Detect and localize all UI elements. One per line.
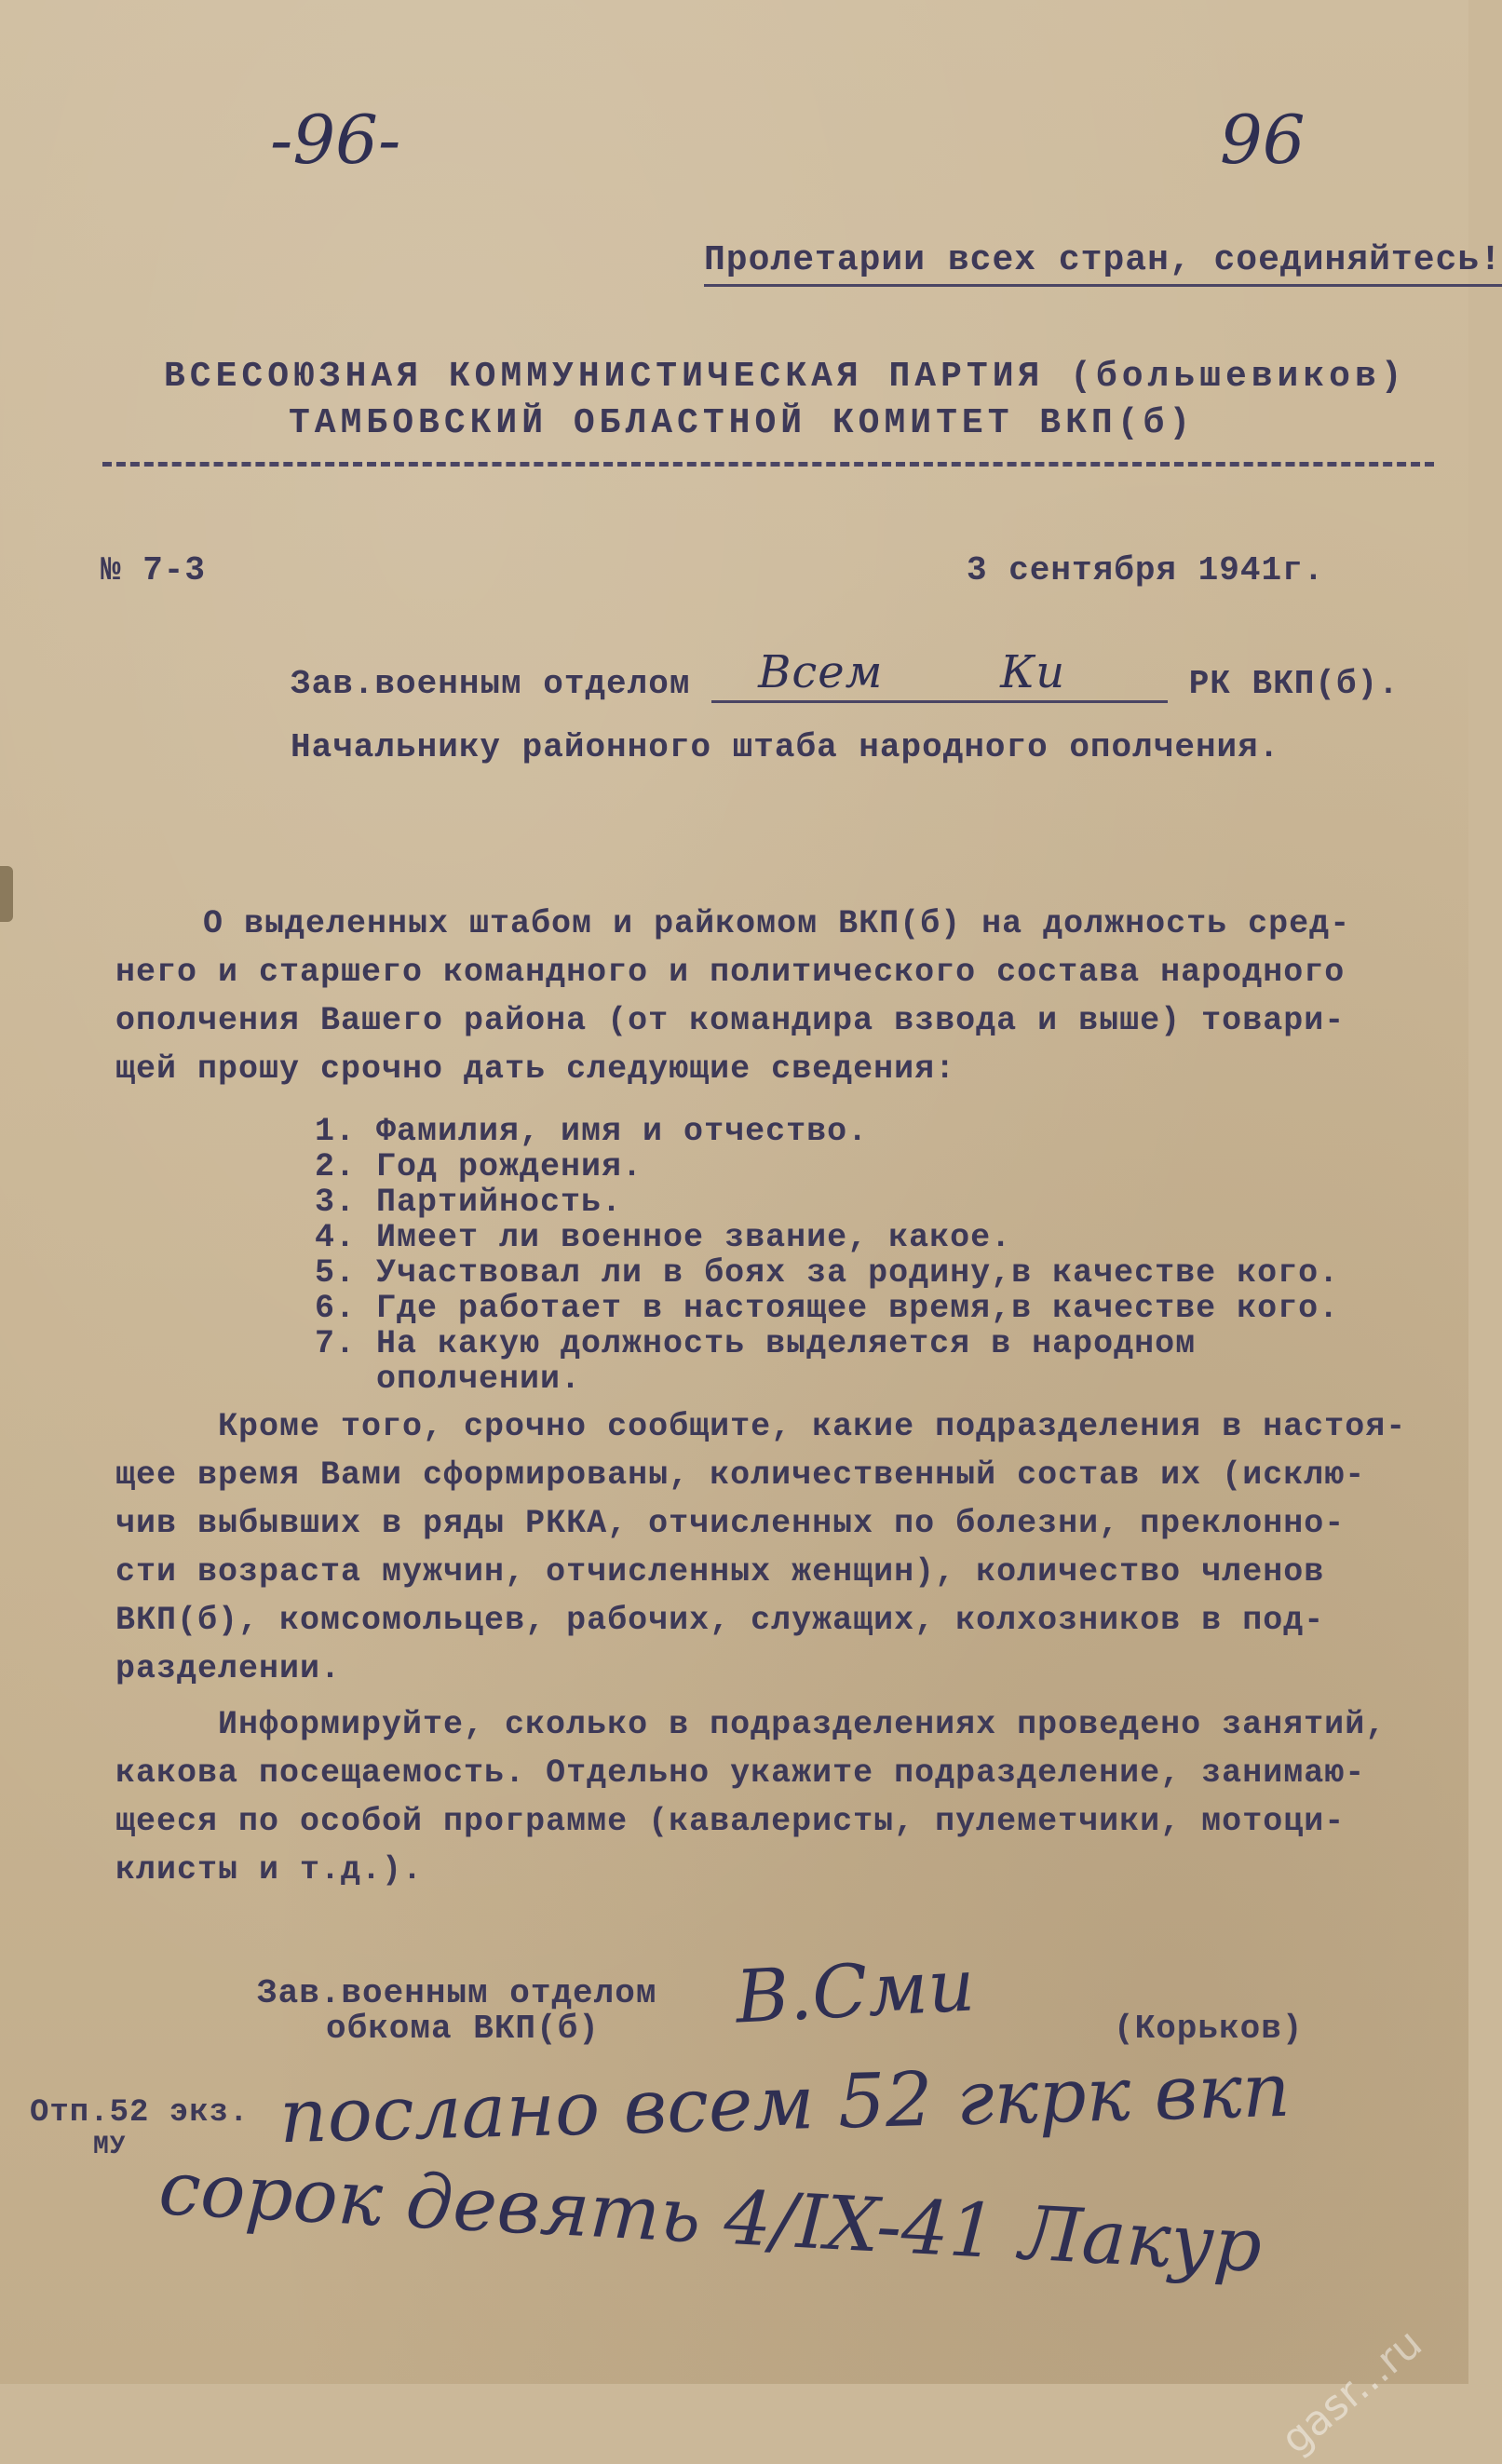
typist-initials: МУ	[93, 2132, 127, 2161]
addressee-line-2: Начальнику районного штаба народного ополчения.	[291, 728, 1280, 766]
para3-line: Информируйте, сколько в подразделениях проведено занятий,	[218, 1706, 1387, 1743]
motto: Пролетарии всех стран, соединяйтесь!	[704, 240, 1502, 287]
para2-line: Кроме того, срочно сообщите, какие подразделения в настоя-	[218, 1408, 1407, 1445]
binding-tab	[0, 866, 13, 922]
addressee-prefix: Зав.военным отделом	[291, 665, 691, 703]
list-item: 4. Имеет ли военное звание, какое.	[315, 1219, 1012, 1256]
list-item: 6. Где работает в настоящее время,в качестве кого.	[315, 1290, 1340, 1327]
copies-note: Отп.52 экз.	[30, 2095, 250, 2131]
para2-line: сти возраста мужчин, отчисленных женщин), количество членов	[115, 1553, 1325, 1591]
intro-line: О выделенных штабом и райкомом ВКП(б) на должность сред-	[203, 905, 1351, 942]
document-date: 3 сентября 1941г.	[967, 551, 1325, 589]
intro-line: ополчения Вашего района (от командира взвода и выше) товари-	[115, 1002, 1346, 1039]
addressee-fill-line	[711, 646, 1168, 703]
para2-line: чив выбывших в ряды РККА, отчисленных по болезни, преклонно-	[115, 1505, 1346, 1542]
signature-title-1: Зав.военным отделом	[257, 1974, 657, 2012]
intro-line: него и старшего командного и политического состава народного	[115, 954, 1346, 991]
handwritten-note-line-2: сорок девять 4/IX-41 Лакур	[156, 2145, 1265, 2289]
signature-title-2: обкома ВКП(б)	[326, 2010, 600, 2048]
list-item: 3. Партийность.	[315, 1184, 623, 1221]
para3-line: щееся по особой программе (кавалеристы, пулеметчики, мотоци-	[115, 1803, 1346, 1840]
para2-line: разделении.	[115, 1650, 342, 1687]
typed-page-number: -96-	[270, 101, 401, 179]
para3-line: какова посещаемость. Отдельно укажите подразделение, занимаю-	[115, 1754, 1366, 1792]
signatory-name: (Корьков)	[1114, 2010, 1304, 2048]
requested-info-list	[315, 1114, 1339, 1397]
header-divider	[102, 462, 1434, 467]
paragraph-training	[115, 1700, 1386, 1894]
paragraph-units	[115, 1402, 1406, 1693]
addressee-handwritten-a: Всем	[758, 646, 884, 698]
intro-paragraph	[115, 900, 1350, 1093]
handwritten-signature: В.Сми	[733, 1943, 977, 2040]
addressee-line-1	[291, 646, 1400, 703]
addressee-handwritten-b: Ки	[1000, 646, 1066, 698]
header-party-name: ВСЕСОЮЗНАЯ КОММУНИСТИЧЕСКАЯ ПАРТИЯ (большевиков)	[164, 357, 1407, 397]
list-item: 1. Фамилия, имя и отчество.	[315, 1113, 869, 1150]
header-committee-name: ТАМБОВСКИЙ ОБЛАСТНОЙ КОМИТЕТ ВКП(б)	[289, 403, 1196, 443]
document-number: № 7-3	[101, 551, 207, 589]
intro-line: щей прошу срочно дать следующие сведения:	[115, 1050, 956, 1088]
list-item: ополчении.	[315, 1361, 582, 1398]
para3-line: клисты и т.д.).	[115, 1851, 424, 1889]
handwritten-note-line-1: послано всем 52 гкрк вкп	[277, 2046, 1292, 2160]
para2-line: ВКП(б), комсомольцев, рабочих, служащих, колхозников в под-	[115, 1602, 1325, 1639]
list-item: 7. На какую должность выделяется в народном	[315, 1325, 1197, 1362]
handwritten-page-number: 96	[1220, 101, 1306, 179]
para2-line: щее время Вами сформированы, количественный состав их (исклю-	[115, 1456, 1366, 1494]
addressee-suffix: РК ВКП(б).	[1188, 665, 1400, 703]
list-item: 2. Год рождения.	[315, 1148, 643, 1185]
list-item: 5. Участвовал ли в боях за родину,в качестве кого.	[315, 1254, 1340, 1292]
watermark: gasr...ru	[1272, 2319, 1431, 2464]
